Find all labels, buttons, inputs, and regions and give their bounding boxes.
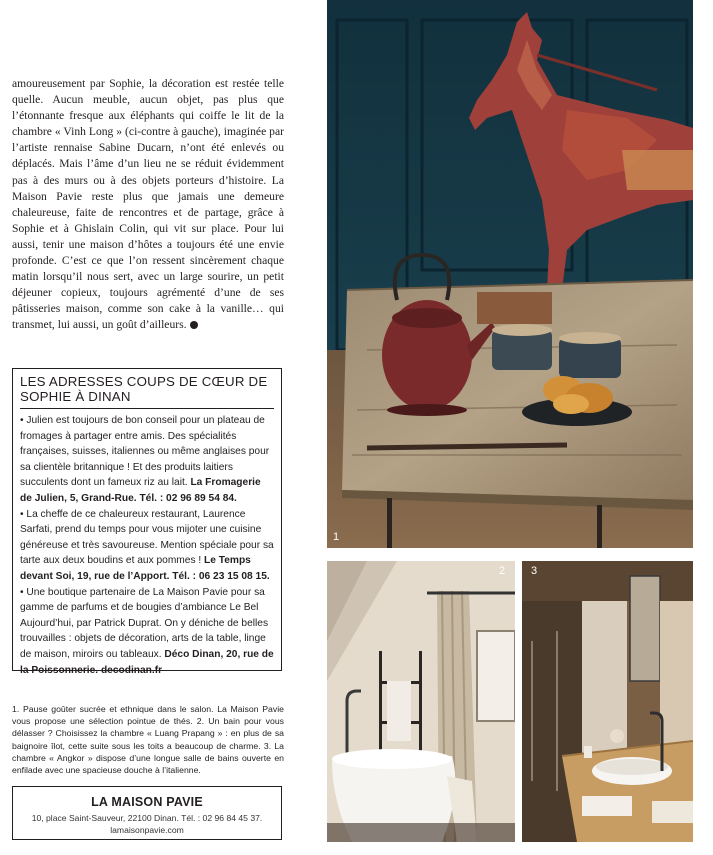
photo-number: 2 [499, 565, 506, 577]
article-body [12, 76, 284, 334]
photo-washbasin [522, 561, 693, 842]
maison-name: LA MAISON PAVIE [91, 795, 203, 809]
photo-number: 1 [333, 531, 340, 543]
bathtub-illustration [327, 561, 515, 842]
maison-pavie-box [12, 786, 282, 840]
photo-tea-table [327, 0, 693, 548]
tea-table-illustration [327, 0, 693, 548]
address-item: • Julien est toujours de bon conseil pour un plateau de fromages à partager entre amis. Des spécialités françaises, suisses, italiennes ou même anglaises pour sa clientèle britannique ! Et des produits laitiers succulents dont un fameux riz au lait. La Fromagerie de Julien, 5, Grand-Rue. Tél. : 02 96 89 54 84. [20, 415, 270, 504]
addresses-box [12, 368, 282, 676]
address-details: Déco Dinan, 20, rue de la Poissonnerie. decodinan.fr [20, 648, 274, 676]
washbasin-illustration [522, 561, 693, 842]
photo-captions: 1. Pause goûter sucrée et ethnique dans le salon. La Maison Pavie vous propose une sélection pointue de thés. 2. Un bain pour vous délasser ? Choisissez la chambre « Luang Prapang » : en plus de sa baignoire îlot, cette suite sous les toits a beaucoup de charme. 3. La chambre « Angkor » dispose d’une longue salle de bains ouverte en enfilade avec une spacieuse douche à l’italienne. [12, 704, 284, 776]
photo-bathtub [327, 561, 515, 842]
photo-number: 3 [531, 565, 538, 577]
article-paragraph: amoureusement par Sophie, la décoration est restée telle quelle. Aucun meuble, aucun objet, pas plus que l’étonnante fresque aux éléphants qui coiffe le lit de la chambre « Vinh Long » (ci-contre à gauche), imaginée par l’artiste rennaise Sabine Ducarn, n’ont été enlevés ou déplacés. Mais l’âme d’un lieu ne se réduit évidemment pas à des murs ou à des objets porteurs d’histoire. La Maison Pavie reste plus que jamais une demeure chaleureuse, faite de rencontres et de partage, grâce à Sophie et à Ghislain Colin, qui vit sur place. Pour lui aussi, tenir une maison d’hôtes a toujours été une envie profonde. C’est ce que l’on ressent sincèrement chaque matin lorsqu’il nous sert, avec un large sourire, un petit déjeuner copieux, toujours agrémenté d’une de ses pâtisseries maison, comme son cake à la vanille… qui transmet, lui aussi, un goût d’ailleurs. [12, 77, 284, 332]
end-mark-icon [190, 321, 198, 329]
address-details: Le Temps devant Soi, 19, rue de l’Apport. Tél. : 06 23 15 08 15. [20, 555, 270, 582]
address-details: La Fromagerie de Julien, 5, Grand-Rue. Tél. : 02 96 89 54 84. [20, 477, 261, 504]
maison-website: lamaisonpavie.com [110, 825, 184, 835]
maison-address: 10, place Saint-Sauveur, 22100 Dinan. Tél. : 02 96 84 45 37. [31, 813, 263, 823]
addresses-title: LES ADRESSES COUPS DE CŒUR DE SOPHIE À DINAN [20, 374, 274, 409]
address-item: • La cheffe de ce chaleureux restaurant, Laurence Sarfati, prend du temps pour vous mijoter une cuisine généreuse et très savoureuse. Mention spéciale pour sa tarte aux deux boudins et aux pommes ! Le Temps devant Soi, 19, rue de l’Apport. Tél. : 06 23 15 08 15. [20, 508, 274, 582]
address-item: • Une boutique partenaire de La Maison Pavie pour sa gamme de parfums et de bougies d’ambiance Le Bel Aujourd’hui, par Patrick Duprat. On y déniche de belles trouvailles : objets de décoration, arts de la table, linge de maison, miroirs ou tableaux. Déco Dinan, 20, rue de la Poissonnerie. decodinan.fr [20, 586, 274, 676]
